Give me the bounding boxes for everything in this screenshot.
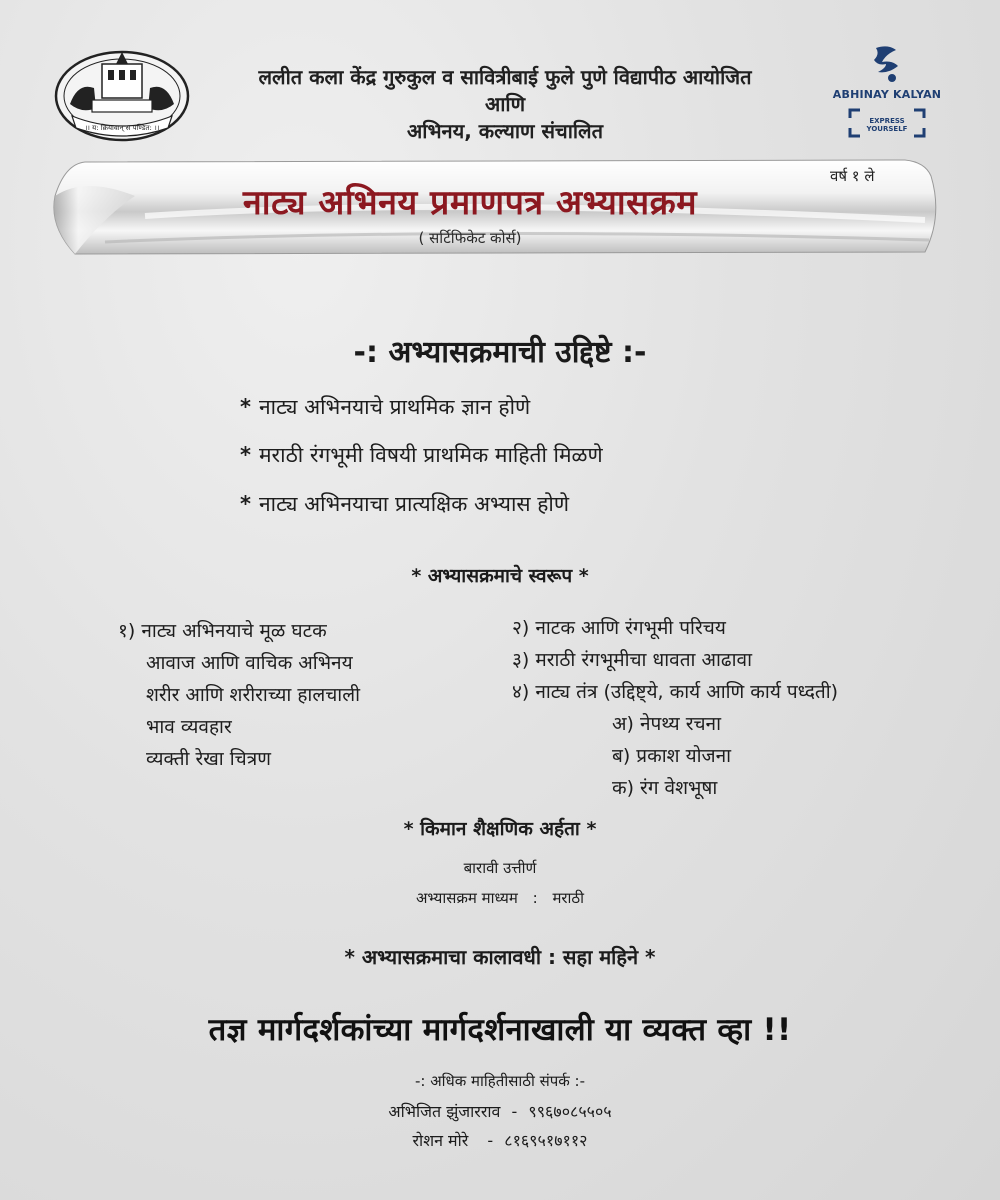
list-item: २) नाटक आणि रंगभूमी परिचय [512,617,726,639]
course-duration: * अभ्यासक्रमाचा कालावधी : सहा महिने * [344,945,656,969]
logo-tagline: EXPRESS YOURSELF [866,117,908,133]
course-title: नाट्य अभिनय प्रमाणपत्र अभ्यासक्रम [242,183,698,223]
year-label: वर्ष १ ले [830,167,875,185]
medium-label: अभ्यासक्रम माध्यम [415,889,518,907]
list-item: आवाज आणि वाचिक अभिनय [146,652,353,674]
medium-value: मराठी [552,889,585,907]
header-line-1: ललीत कला केंद्र गुरुकुल व सावित्रीबाई फुले पुणे विद्यापीठ आयोजित [258,65,752,89]
contact-person: अभिजित झुंजारराव - ९९६७०८५५०५ [388,1102,612,1121]
objective-item: * नाट्य अभिनयाचा प्रात्यक्षिक अभ्यास होणे [240,492,570,516]
list-item: १) नाट्य अभिनयाचे मूळ घटक [118,620,327,642]
list-item: भाव व्यवहार [146,716,232,738]
bullet-star: * [240,492,251,516]
header-line-2: आणि [484,92,526,116]
list-item: शरीर आणि शरीराच्या हालचाली [146,684,361,706]
objective-item: * मराठी रंगभूमी विषयी प्राथमिक माहिती मिळणे [240,443,603,467]
objectives-heading: -: अभ्यासक्रमाची उद्दिष्टे :- [353,335,647,370]
slogan: तज्ञ मार्गदर्शकांच्या मार्गदर्शनाखाली या व्यक्त व्हा !! [208,1012,792,1048]
course-nature-heading: * अभ्यासक्रमाचे स्वरूप * [411,565,589,587]
abhinay-kalyan-logo-icon [870,44,904,86]
contact-name: अभिजित झुंजारराव [388,1102,501,1121]
course-nature-left-list [118,615,360,775]
university-emblem-icon [52,44,192,144]
list-item: अ) नेपथ्य रचना [612,713,722,735]
contact-name: रोशन मोरे [412,1131,469,1150]
medium-separator: : [532,889,538,907]
contact-phone: ९९६७०८५५०५ [528,1102,612,1121]
contact-person: रोशन मोरे - ८१६९५१७११२ [412,1131,588,1150]
header-organizers [200,64,810,145]
objective-item: * नाट्य अभिनयाचे प्राथमिक ज्ञान होणे [240,395,531,419]
list-item: ३) मराठी रंगभूमीचा धावता आढावा [512,649,753,671]
qualification-heading: * किमान शैक्षणिक अर्हता * [403,818,597,840]
course-subtitle: ( सर्टिफिकेट कोर्स) [418,229,522,247]
list-item: ४) नाट्य तंत्र (उद्दिष्ट्ये, कार्य आणि कार्य पध्दती) [512,681,839,703]
abhinay-kalyan-logo [828,44,946,148]
list-item: ब) प्रकाश योजना [612,745,732,767]
course-medium [0,888,1000,908]
contact-heading: -: अधिक माहितीसाठी संपर्क :- [414,1072,586,1090]
header-line-3: अभिनय, कल्याण संचालित [406,119,604,143]
bullet-star: * [240,443,251,467]
bullet-star: * [240,395,251,419]
qualification-value: बारावी उत्तीर्ण [463,859,537,877]
emblem-motto: ।। य: क्रियावान् स पण्डित: ।। [84,124,160,132]
logo-brand-name: ABHINAY KALYAN [832,88,942,101]
course-nature-right-list [512,612,838,804]
logo-tag-frame [848,108,926,138]
contact-phone: ८१६९५१७११२ [504,1131,588,1150]
list-item: व्यक्ती रेखा चित्रण [146,748,271,770]
list-item: क) रंग वेशभूषा [612,777,718,799]
